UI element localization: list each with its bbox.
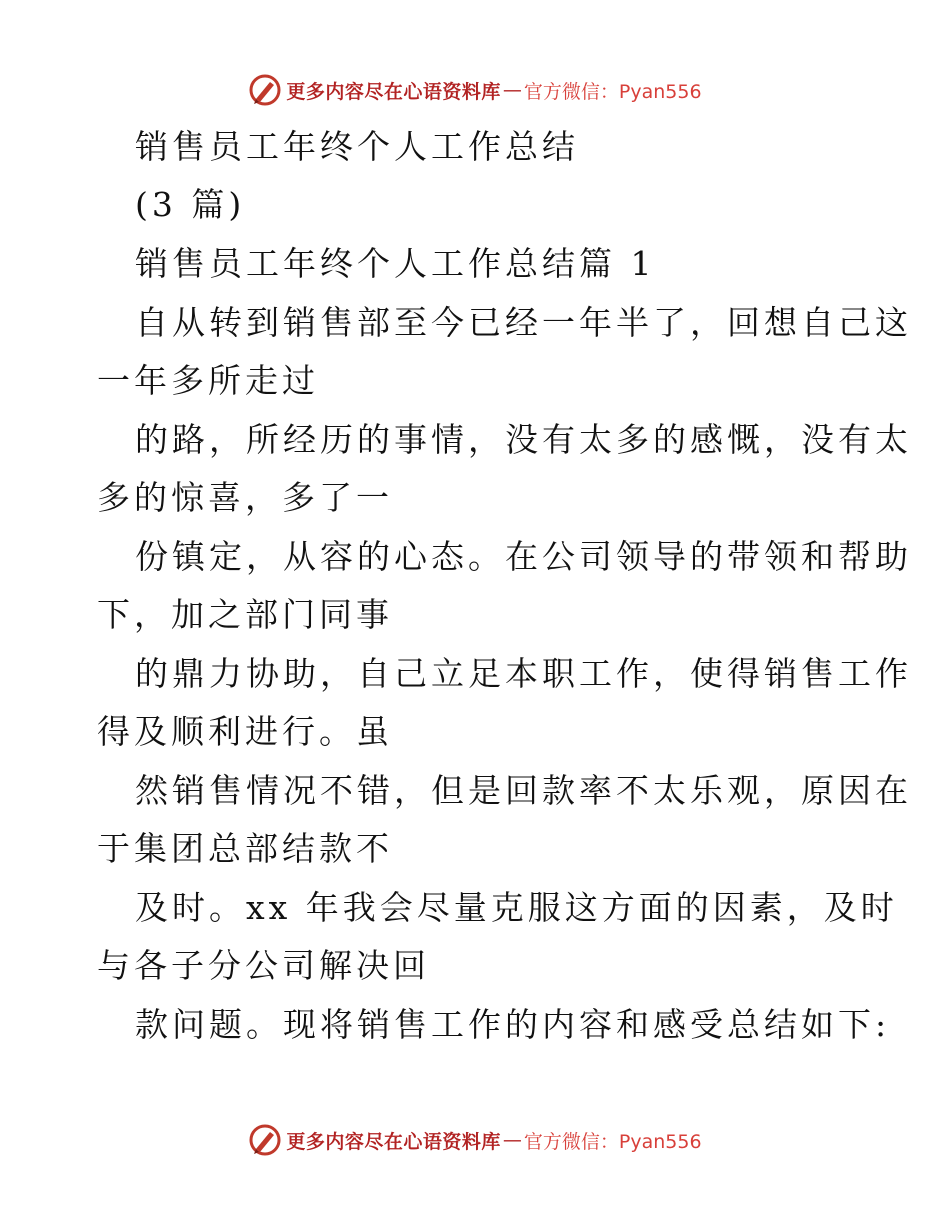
- paragraph-line: 与各子分公司解决回: [97, 946, 430, 985]
- paragraph-line: 的路，所经历的事情，没有太多的感慨，没有太: [135, 420, 912, 459]
- paragraph-line: 得及顺利进行。虽: [97, 712, 393, 751]
- document-subtitle-count: (3 篇): [135, 185, 246, 224]
- paragraph-line: 下，加之部门同事: [97, 595, 393, 634]
- pen-circle-logo-icon: [248, 73, 282, 107]
- paragraph-line: 一年多所走过: [97, 361, 319, 400]
- paragraph-line: 自从转到销售部至今已经一年半了，回想自己这: [135, 303, 912, 342]
- paragraph-line: 多的惊喜，多了一: [97, 478, 393, 517]
- watermark-brand-text: 更多内容尽在心语资料库: [286, 1130, 501, 1153]
- paragraph-line: 份镇定，从容的心态。在公司领导的带领和帮助: [135, 537, 912, 576]
- paragraph-line: 款问题。现将销售工作的内容和感受总结如下:: [135, 1005, 891, 1044]
- paragraph-line: 及时。xx 年我会尽量克服这方面的因素，及时: [135, 888, 898, 927]
- paragraph-line: 然销售情况不错，但是回款率不太乐观，原因在: [135, 771, 912, 810]
- pen-circle-logo-icon: [248, 1123, 282, 1157]
- document-title: 销售员工年终个人工作总结: [135, 127, 579, 166]
- watermark-dash: —: [502, 79, 522, 101]
- section-heading: 销售员工年终个人工作总结篇 1: [135, 244, 656, 283]
- watermark-wechat-text: 官方微信：Pyan556: [523, 1130, 702, 1153]
- watermark-brand-text: 更多内容尽在心语资料库: [286, 80, 501, 103]
- watermark-dash: —: [502, 1129, 522, 1151]
- header-watermark: [0, 70, 950, 110]
- watermark-wechat-text: 官方微信：Pyan556: [523, 80, 702, 103]
- paragraph-line: 的鼎力协助，自己立足本职工作，使得销售工作: [135, 654, 912, 693]
- footer-watermark: [0, 1120, 950, 1160]
- paragraph-line: 于集团总部结款不: [97, 829, 393, 868]
